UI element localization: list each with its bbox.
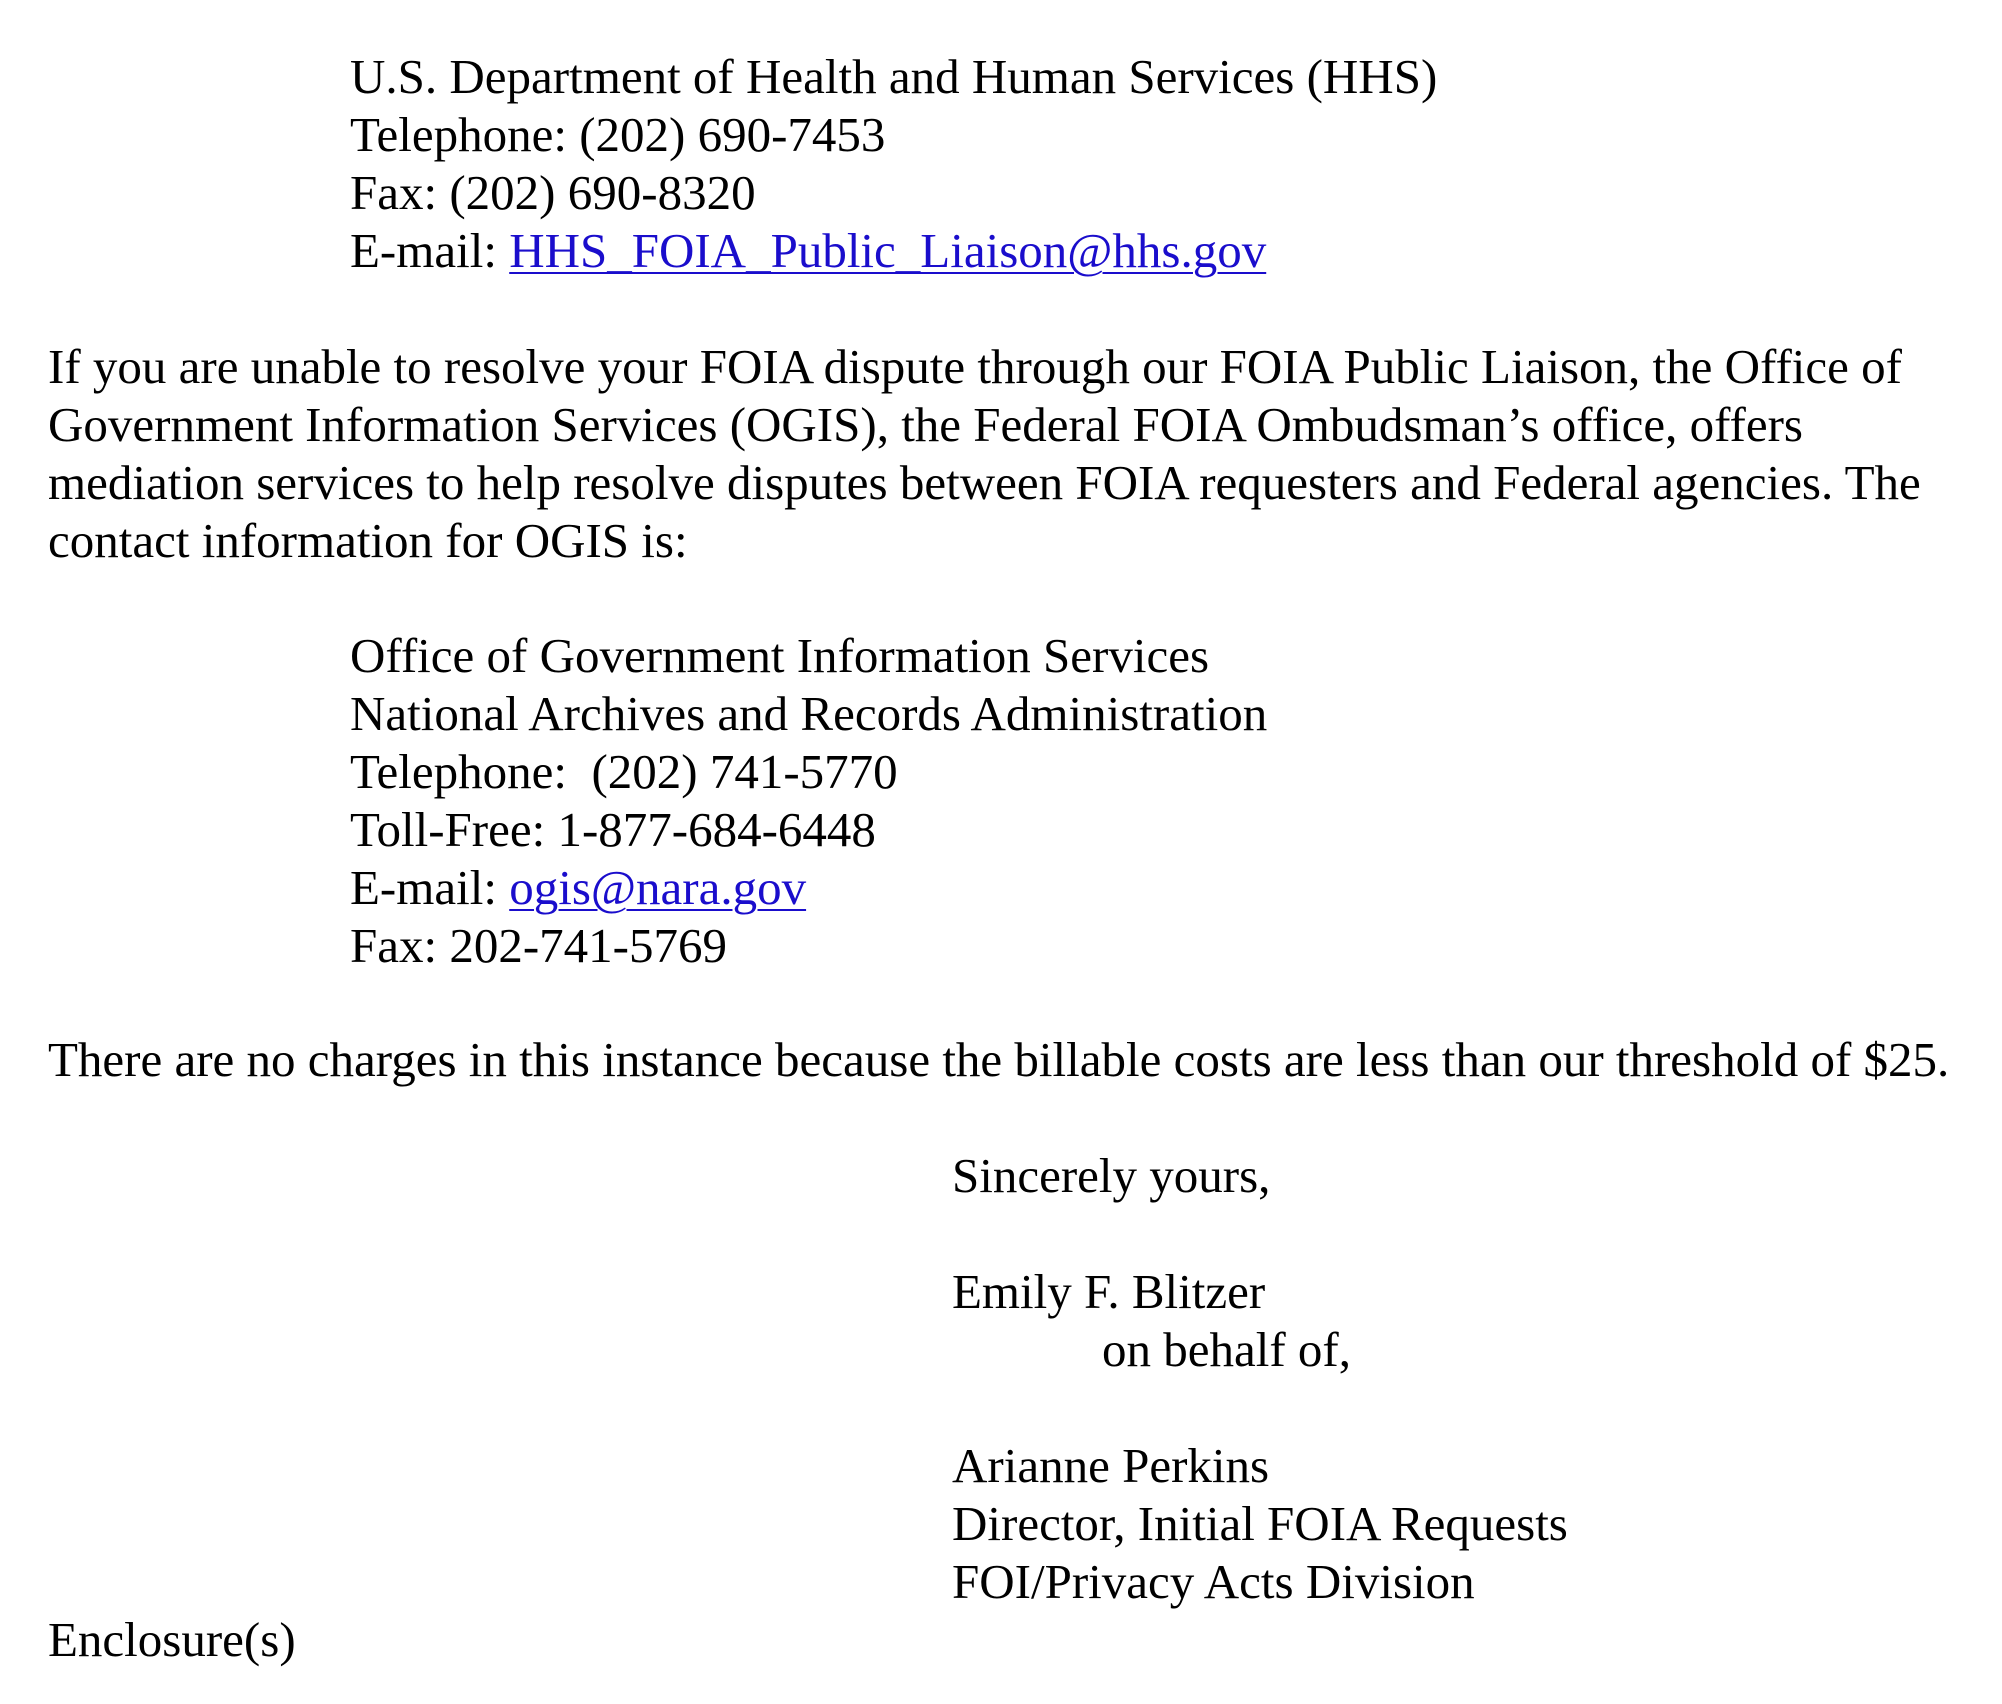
hhs-email-label: E-mail: — [350, 223, 510, 278]
ogis-email-label: E-mail: — [350, 860, 510, 915]
on-behalf-of: on behalf of, — [1102, 1322, 1351, 1377]
hhs-telephone: Telephone: (202) 690-7453 — [350, 107, 886, 162]
hhs-email-link[interactable]: HHS_FOIA_Public_Liaison@hhs.gov — [509, 223, 1267, 278]
official-title: Director, Initial FOIA Requests — [952, 1496, 1568, 1551]
charges-statement: There are no charges in this instance because the billable costs are less than our threshold of $25. — [48, 1032, 1950, 1087]
enclosure: Enclosure(s) — [48, 1612, 296, 1667]
closing: Sincerely yours, — [952, 1148, 1271, 1203]
ogis-paragraph-line-3: mediation services to help resolve disputes between FOIA requesters and Federal agencies. The — [48, 455, 1921, 510]
signer-name: Emily F. Blitzer — [952, 1264, 1266, 1319]
ogis-agency: National Archives and Records Administration — [350, 686, 1268, 741]
hhs-email-line — [350, 222, 1266, 280]
official-name: Arianne Perkins — [952, 1438, 1270, 1493]
hhs-fax: Fax: (202) 690-8320 — [350, 165, 756, 220]
ogis-fax: Fax: 202-741-5769 — [350, 918, 727, 973]
ogis-email-line — [350, 859, 806, 917]
ogis-paragraph-line-4: contact information for OGIS is: — [48, 513, 688, 568]
ogis-office: Office of Government Information Services — [350, 628, 1210, 683]
ogis-paragraph-line-1: If you are unable to resolve your FOIA dispute through our FOIA Public Liaison, the Office of — [48, 339, 1902, 394]
ogis-telephone: Telephone: (202) 741-5770 — [350, 744, 898, 799]
ogis-paragraph-line-2: Government Information Services (OGIS), the Federal FOIA Ombudsman’s office, offers — [48, 397, 1803, 452]
ogis-toll-free: Toll-Free: 1-877-684-6448 — [350, 802, 876, 857]
division: FOI/Privacy Acts Division — [952, 1554, 1475, 1609]
hhs-name: U.S. Department of Health and Human Services (HHS) — [350, 49, 1438, 104]
ogis-email-link[interactable]: ogis@nara.gov — [509, 860, 807, 915]
